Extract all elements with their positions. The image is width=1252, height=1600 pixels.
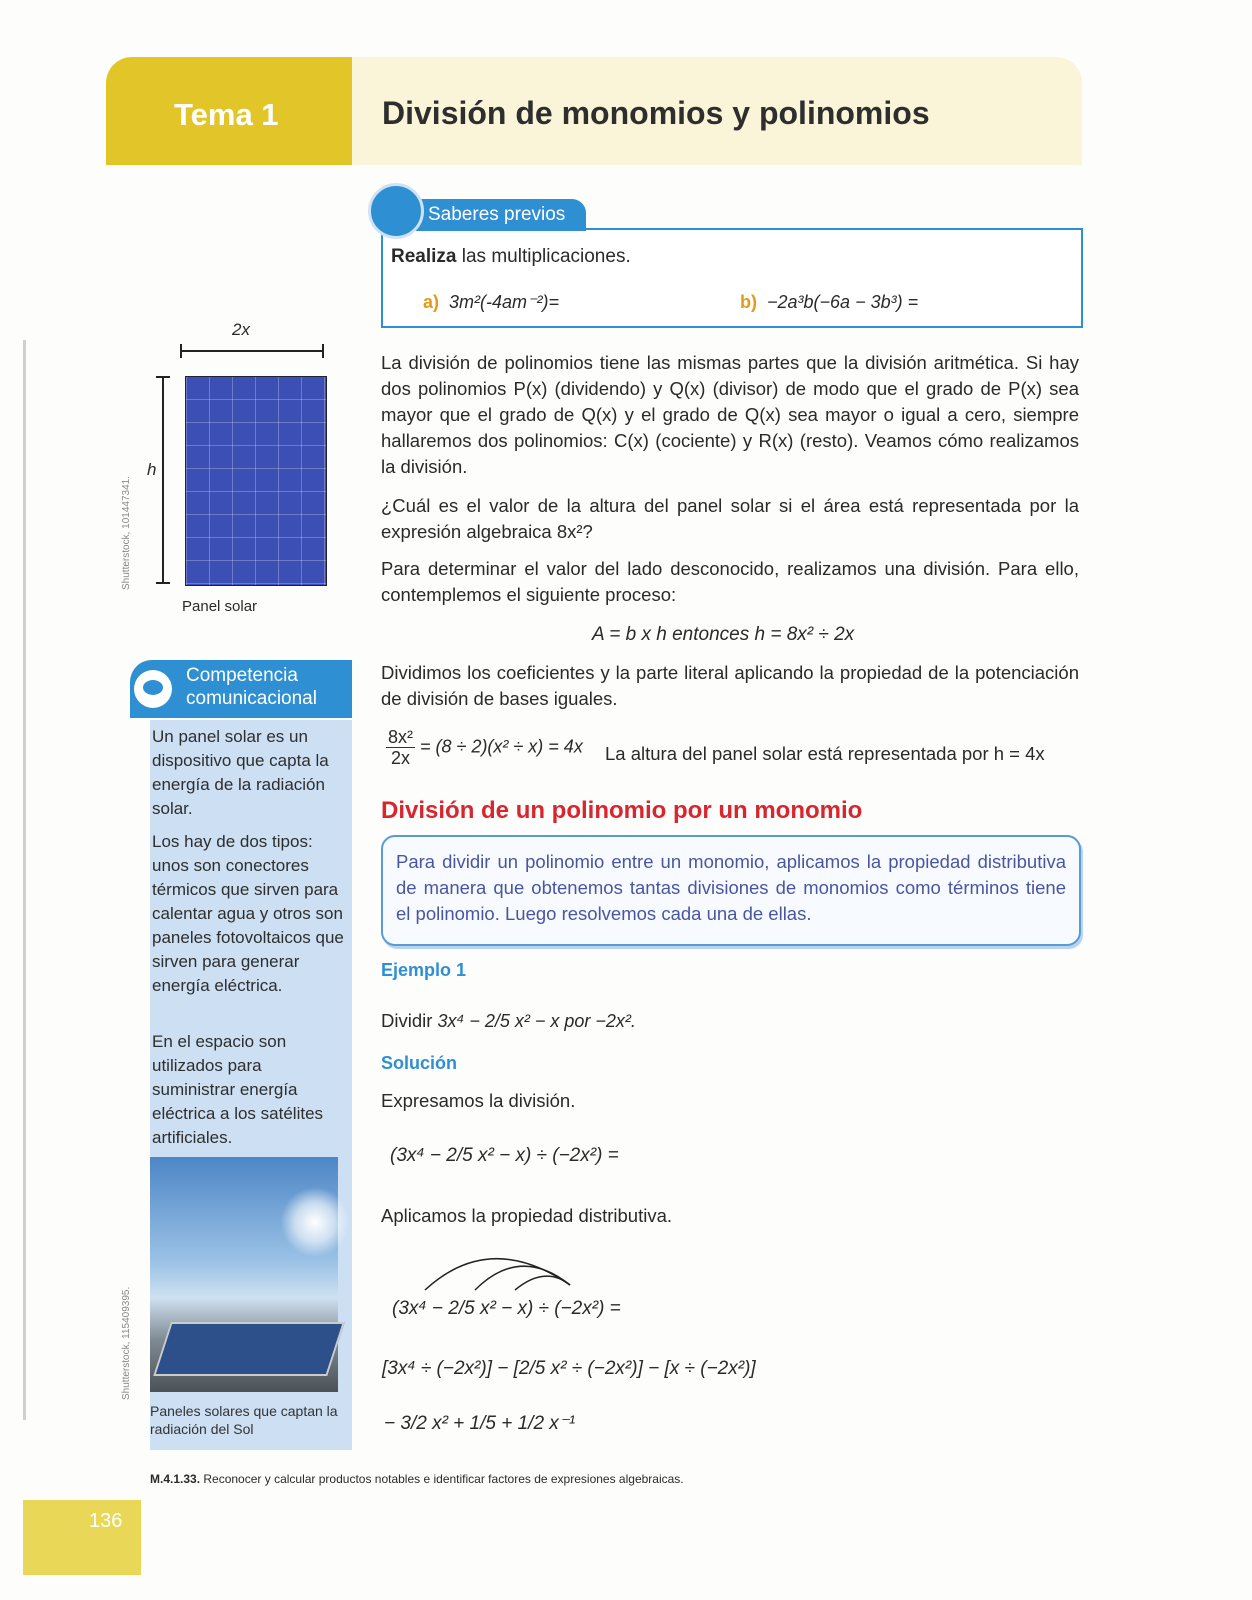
figure-caption: Panel solar <box>182 598 258 615</box>
paragraph-question: ¿Cuál es el valor de la altura del panel solar si el área está representada por la expresión algebraica 8x²? <box>381 495 1079 542</box>
margin-line <box>23 340 26 1420</box>
speech-bubble-icon <box>134 670 172 708</box>
photo-credit: Shutterstock, 115409395. <box>121 1286 132 1400</box>
paragraph-intro: La división de polinomios tiene las mismas partes que la división aritmética. Si hay dos polinomios P(x) (dividendo) y Q(x) (divisor) de modo que el grado de P(x) sea mayor que el grado de Q(x) y el grado de Q(x) sea mayor o igual a cero, siempre hallaremos dos polinomios: C(x) (cociente) y R(x) (resto). Veamos cómo realizamos la división. <box>381 352 1079 477</box>
expanded-divisions: [3x⁴ ÷ (−2x²)] − [2/5 x² ÷ (−2x²)] − [x ÷ (−2x²)] <box>382 1358 756 1379</box>
height-dimension-line <box>162 376 164 584</box>
distributive-expression: (3x⁴ − 2/5 x² − x) ÷ (−2x²) = <box>392 1298 621 1319</box>
width-dimension-line <box>180 350 324 352</box>
width-label: 2x <box>232 320 250 339</box>
step-2-text: Aplicamos la propiedad distributiva. <box>381 1205 673 1226</box>
section-title: División de un polinomio por un monomio <box>381 797 863 824</box>
theme-label: Tema 1 <box>174 97 279 132</box>
brain-icon <box>368 183 424 239</box>
saberes-tab: Saberes previos <box>412 199 586 231</box>
height-result: La altura del panel solar está representada por h = 4x <box>605 743 1045 764</box>
final-result: − 3/2 x² + 1/5 + 1/2 x⁻¹ <box>384 1413 576 1434</box>
exercise-a: a) 3m²(-4am⁻²)= <box>423 292 560 312</box>
paragraph-process: Para determinar el valor del lado desconocido, realizamos una división. Para ello, contemplemos el siguiente proceso: <box>381 558 1079 605</box>
rooftop-solar-photo <box>150 1157 338 1392</box>
step-1-text: Expresamos la división. <box>381 1090 576 1111</box>
photo-caption: Paneles solares que captan la radiación del Sol <box>150 1403 338 1437</box>
height-label: h <box>147 460 157 479</box>
competencia-p1: Un panel solar es un dispositivo que capta la energía de la radiación solar. <box>152 727 329 818</box>
division-expression: (3x⁴ − 2/5 x² − x) ÷ (−2x²) = <box>390 1145 619 1166</box>
page-header <box>352 57 1082 165</box>
competencia-p2: Los hay de dos tipos: unos son conectores térmicos que sirven para calentar agua y otros son paneles fotovoltaicos que sirven para generar energía eléctrica. <box>152 832 344 995</box>
example-statement: Dividir 3x⁴ − 2/5 x² − x por −2x². <box>381 1010 636 1031</box>
figure-credit: Shutterstock, 101447341. <box>121 476 132 590</box>
theme-badge <box>106 57 352 165</box>
paragraph-coefficients: Dividimos los coeficientes y la parte literal aplicando la propiedad de la potenciación de división de bases iguales. <box>381 662 1079 709</box>
equation-area: A = b x h entonces h = 8x² ÷ 2x <box>592 624 855 645</box>
page-number-bar <box>23 1500 141 1575</box>
saberes-box <box>381 228 1083 328</box>
distribution-arrows <box>420 1240 590 1300</box>
skill-footnote: M.4.1.33. Reconocer y calcular productos notables e identificar factores de expresiones algebraicas. <box>150 1472 684 1486</box>
competencia-p3: En el espacio son utilizados para suministrar energía eléctrica a los satélites artificiales. <box>152 1032 324 1147</box>
competencia-tab: Competencia comunicacional <box>130 660 352 718</box>
exercise-b: b) −2a³b(−6a − 3b³) = <box>740 292 919 312</box>
equation-division: $\frac{\text{8x²}}{2x}$ = (8 ÷ 2)(x² ÷ x) = 4x <box>388 727 583 768</box>
page-number: 136 <box>89 1510 123 1532</box>
page-title: División de monomios y polinomios <box>382 95 930 131</box>
solar-panel-image <box>185 376 327 586</box>
saberes-prompt: Realiza las multiplicaciones. <box>391 246 631 267</box>
rule-box: Para dividir un polinomio entre un monomio, aplicamos la propiedad distributiva de manera que obtenemos tantas divisiones de monomios como términos tiene el polinomio. Luego resolvemos cada una de ellas. <box>381 835 1081 946</box>
example-title: Ejemplo 1 <box>381 960 467 980</box>
solution-label: Solución <box>381 1053 457 1073</box>
